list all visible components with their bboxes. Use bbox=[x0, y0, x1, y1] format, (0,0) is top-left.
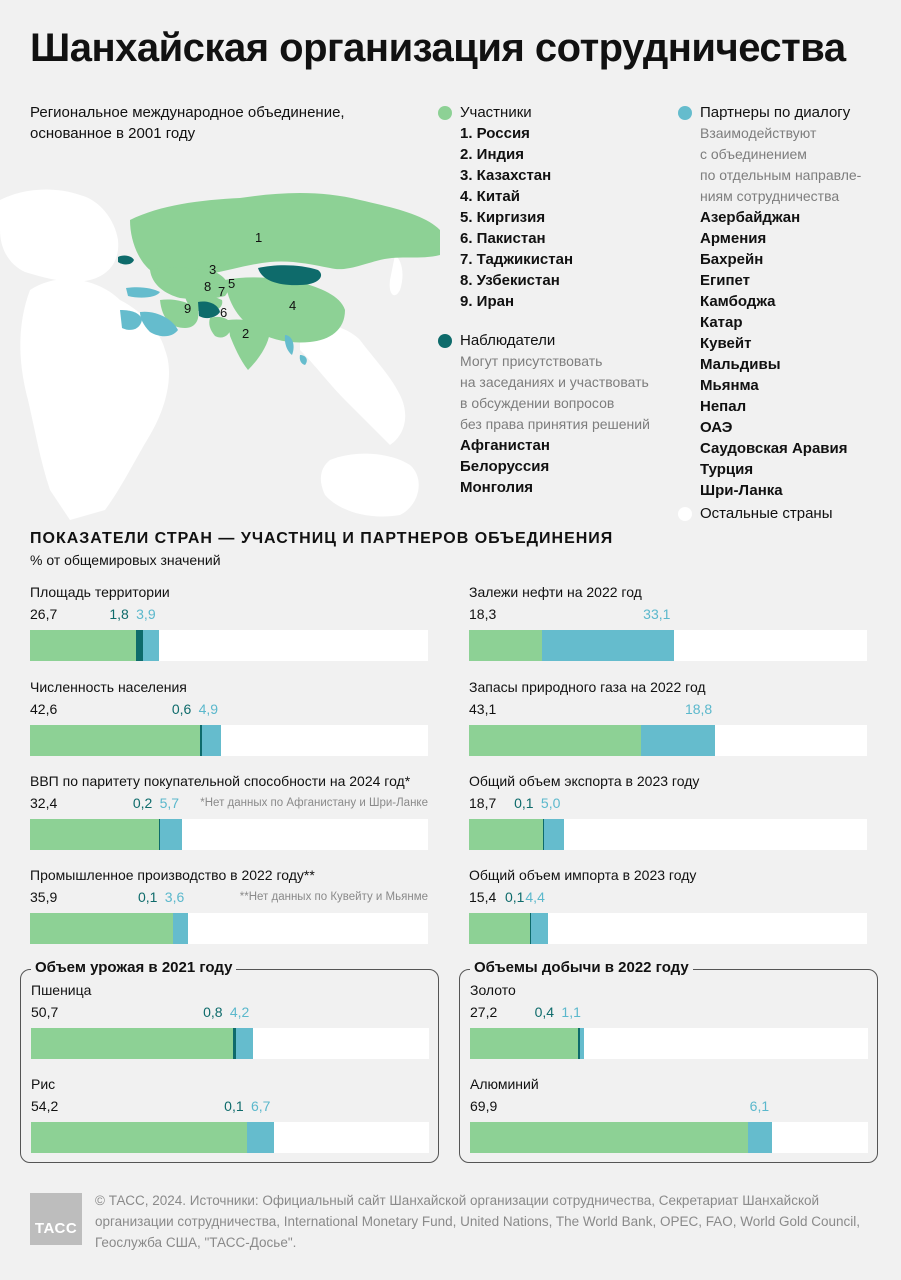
dialogue-item: Египет bbox=[700, 272, 751, 289]
stacked-bar bbox=[469, 913, 867, 944]
section-subtitle: % от общемировых значений bbox=[30, 552, 221, 568]
dialogue-note bbox=[700, 123, 893, 207]
participant-item: 3. Казахстан bbox=[460, 167, 552, 184]
tass-logo: ТАСС bbox=[30, 1193, 82, 1245]
bar-segment-participants bbox=[469, 630, 542, 661]
stacked-bar bbox=[469, 819, 867, 850]
observer-note-line: Могут присутствовать bbox=[460, 353, 603, 369]
bar-segment-dialogue bbox=[143, 630, 159, 661]
participant-dot-icon bbox=[438, 106, 452, 120]
value-observers: 0,1 bbox=[505, 889, 525, 905]
value-participants: 35,9 bbox=[30, 889, 58, 905]
page-title: Шанхайская организация сотрудничества bbox=[30, 26, 846, 70]
footer-sources: © ТАСС, 2024. Источники: Официальный сайт Шанхайской организации сотрудничества, Секретариат Шанхайской организации сотрудничества, International Monetary Fund, United Nations, The World Bank, OPEC, FAO, World Gold Council, Геослужба США, "ТАСС-Досье". bbox=[95, 1193, 861, 1250]
metric-population bbox=[30, 679, 428, 756]
value-dialogue: 5,0 bbox=[540, 795, 561, 811]
bar-segment-participants bbox=[469, 725, 641, 756]
metric-gas bbox=[469, 679, 867, 756]
metric-export bbox=[469, 773, 867, 850]
dialogue-item: Азербайджан bbox=[700, 209, 801, 226]
metric-footnote: **Нет данных по Кувейту и Мьянме bbox=[239, 891, 428, 903]
metric-label: Рис bbox=[31, 1076, 56, 1092]
stacked-bar bbox=[30, 819, 428, 850]
harvest-title: Объем урожая в 2021 году bbox=[31, 959, 236, 976]
dialogue-note-line: по отдельным направле- bbox=[700, 167, 862, 183]
value-observers: 1,8 bbox=[109, 606, 129, 622]
map-label-7: 7 bbox=[218, 284, 226, 299]
observer-note-line: на заседаниях и участвовать bbox=[460, 374, 649, 390]
value-participants: 50,7 bbox=[31, 1004, 59, 1020]
value-observers: 0,1 bbox=[138, 889, 158, 905]
dialogue-item: Катар bbox=[700, 314, 743, 331]
dialogue-item: Бахрейн bbox=[700, 251, 764, 268]
observers-list bbox=[460, 435, 658, 498]
value-participants: 18,7 bbox=[469, 795, 497, 811]
value-dialogue: 1,1 bbox=[561, 1004, 581, 1020]
metric-label: Залежи нефти на 2022 год bbox=[469, 584, 642, 600]
map-se-asia bbox=[300, 325, 405, 445]
dialogue-note-line: с объединением bbox=[700, 146, 807, 162]
legend-dialogue bbox=[678, 102, 893, 524]
value-dialogue: 6,7 bbox=[250, 1098, 271, 1114]
value-dialogue: 4,9 bbox=[198, 701, 219, 717]
dialogue-dot-icon bbox=[678, 106, 692, 120]
participants-list bbox=[460, 123, 658, 312]
value-participants: 43,1 bbox=[469, 701, 497, 717]
map-label-5: 5 bbox=[228, 276, 236, 291]
map-europe-west bbox=[0, 190, 118, 282]
dialogue-item: Кувейт bbox=[700, 335, 752, 352]
metric-label: Площадь территории bbox=[30, 584, 170, 600]
map-label-6: 6 bbox=[220, 305, 228, 320]
stacked-bar bbox=[30, 913, 428, 944]
map-label-9: 9 bbox=[184, 301, 192, 316]
observer-item: Монголия bbox=[460, 479, 534, 496]
legend-other-label: Остальные страны bbox=[700, 505, 833, 522]
value-observers: 0,1 bbox=[224, 1098, 244, 1114]
observer-dot-icon bbox=[438, 334, 452, 348]
participant-item: 7. Таджикистан bbox=[460, 251, 574, 268]
value-dialogue: 6,1 bbox=[749, 1098, 770, 1114]
stacked-bar bbox=[30, 725, 428, 756]
participant-item: 5. Киргизия bbox=[460, 209, 546, 226]
value-participants: 18,3 bbox=[469, 606, 497, 622]
metric-import bbox=[469, 867, 867, 944]
bar-segment-observers bbox=[136, 630, 143, 661]
participant-item: 6. Пакистан bbox=[460, 230, 546, 247]
stacked-bar bbox=[469, 630, 867, 661]
observer-note-line: без права принятия решений bbox=[460, 416, 650, 432]
section-title: ПОКАЗАТЕЛИ СТРАН — УЧАСТНИЦ И ПАРТНЕРОВ ОБЪЕДИНЕНИЯ bbox=[30, 530, 614, 547]
metric-label: Запасы природного газа на 2022 год bbox=[469, 679, 706, 695]
map-label-3: 3 bbox=[209, 262, 217, 277]
legend-participants-heading: Участники bbox=[460, 104, 532, 121]
harvest-box bbox=[20, 959, 439, 1163]
legend-observers-heading: Наблюдатели bbox=[460, 332, 556, 349]
metric-gdp bbox=[30, 773, 428, 850]
map-belarus bbox=[118, 256, 134, 265]
bar-segment-participants bbox=[30, 819, 159, 850]
bar-segment-dialogue bbox=[641, 725, 716, 756]
dialogue-item: Непал bbox=[700, 398, 747, 415]
participant-item: 9. Иран bbox=[460, 293, 515, 310]
dialogue-item: Шри-Ланка bbox=[700, 482, 783, 499]
metric-label: Пшеница bbox=[31, 982, 92, 998]
value-participants: 42,6 bbox=[30, 701, 58, 717]
metric-area bbox=[30, 584, 428, 661]
bar-segment-dialogue bbox=[531, 913, 549, 944]
bar-segment-dialogue bbox=[160, 819, 183, 850]
value-observers: 0,6 bbox=[171, 701, 192, 717]
value-participants: 69,9 bbox=[470, 1098, 498, 1114]
map-australia bbox=[321, 454, 419, 517]
map-label-4: 4 bbox=[289, 298, 297, 313]
value-dialogue: 3,6 bbox=[164, 889, 185, 905]
other-dot-icon bbox=[678, 507, 692, 521]
map-japan bbox=[390, 255, 403, 295]
legend-dialogue-heading: Партнеры по диалогу bbox=[700, 104, 851, 121]
metric-oil bbox=[469, 584, 867, 661]
page-subtitle: Региональное международное объединение, основанное в 2001 году bbox=[30, 104, 345, 142]
metric-footnote: *Нет данных по Афганистану и Шри-Ланке bbox=[200, 797, 428, 809]
participant-item: 8. Узбекистан bbox=[460, 272, 560, 289]
observer-item: Афганистан bbox=[460, 437, 550, 454]
value-participants: 54,2 bbox=[31, 1098, 59, 1114]
bar-segment-dialogue bbox=[542, 630, 674, 661]
bar-segment-dialogue bbox=[544, 819, 564, 850]
metric-industry bbox=[30, 867, 428, 944]
value-participants: 32,4 bbox=[30, 795, 58, 811]
value-participants: 15,4 bbox=[469, 889, 497, 905]
metric-label: ВВП по паритету покупательной способности на 2024 год* bbox=[30, 773, 411, 789]
value-dialogue: 4,4 bbox=[525, 889, 545, 905]
dialogue-note-line: ниям сотрудничества bbox=[700, 188, 840, 204]
dialogue-item: Мьянма bbox=[700, 377, 759, 394]
metric-label: Золото bbox=[470, 982, 516, 998]
dialogue-item: Мальдивы bbox=[700, 356, 781, 373]
value-dialogue: 4,2 bbox=[229, 1004, 250, 1020]
stacked-bar bbox=[30, 630, 428, 661]
dialogue-item: Камбоджа bbox=[700, 293, 776, 310]
metric-label: Общий объем экспорта в 2023 году bbox=[469, 773, 700, 789]
map-cambodia bbox=[300, 355, 307, 365]
value-observers: 0,2 bbox=[132, 795, 153, 811]
map-label-8: 8 bbox=[204, 279, 212, 294]
bar-segment-participants bbox=[30, 630, 136, 661]
map-label-1: 1 bbox=[255, 230, 263, 245]
participant-item: 2. Индия bbox=[460, 146, 525, 163]
bar-segment-dialogue bbox=[173, 913, 187, 944]
legend-participants bbox=[438, 102, 658, 498]
metric-label: Численность населения bbox=[30, 679, 187, 695]
metric-label: Промышленное производство в 2022 году** bbox=[30, 867, 315, 883]
value-participants: 27,2 bbox=[470, 1004, 498, 1020]
dialogue-note-line: Взаимодействуют bbox=[700, 125, 817, 141]
participant-item: 1. Россия bbox=[460, 125, 530, 142]
bar-segment-participants bbox=[469, 819, 543, 850]
map-label-2: 2 bbox=[242, 326, 250, 341]
dialogue-item: ОАЭ bbox=[700, 419, 733, 436]
dialogue-list bbox=[700, 207, 893, 501]
dialogue-item: Турция bbox=[700, 461, 754, 478]
value-dialogue: 33,1 bbox=[643, 606, 671, 622]
bar-segment-participants bbox=[30, 725, 200, 756]
value-dialogue: 3,9 bbox=[136, 606, 156, 622]
observer-note-line: в обсуждении вопросов bbox=[460, 395, 615, 411]
eurasia-map bbox=[0, 160, 440, 520]
dialogue-item: Саудовская Аравия bbox=[700, 440, 848, 457]
value-participants: 26,7 bbox=[30, 606, 58, 622]
bar-segment-dialogue bbox=[202, 725, 222, 756]
observer-item: Белоруссия bbox=[460, 458, 550, 475]
metric-label: Алюминий bbox=[470, 1076, 539, 1092]
map-turkey bbox=[126, 287, 160, 297]
stacked-bar bbox=[469, 725, 867, 756]
bar-segment-participants bbox=[469, 913, 530, 944]
value-observers: 0,4 bbox=[534, 1004, 555, 1020]
value-observers: 0,8 bbox=[203, 1004, 223, 1020]
dialogue-item: Армения bbox=[700, 230, 767, 247]
value-dialogue: 5,7 bbox=[159, 795, 180, 811]
mining-title: Объемы добычи в 2022 году bbox=[470, 959, 693, 976]
value-observers: 0,1 bbox=[514, 795, 534, 811]
participant-item: 4. Китай bbox=[460, 188, 520, 205]
observers-note bbox=[460, 351, 658, 435]
bar-segment-participants bbox=[30, 913, 173, 944]
metric-label: Общий объем импорта в 2023 году bbox=[469, 867, 697, 883]
value-dialogue: 18,8 bbox=[684, 701, 713, 717]
mining-box bbox=[459, 959, 878, 1163]
